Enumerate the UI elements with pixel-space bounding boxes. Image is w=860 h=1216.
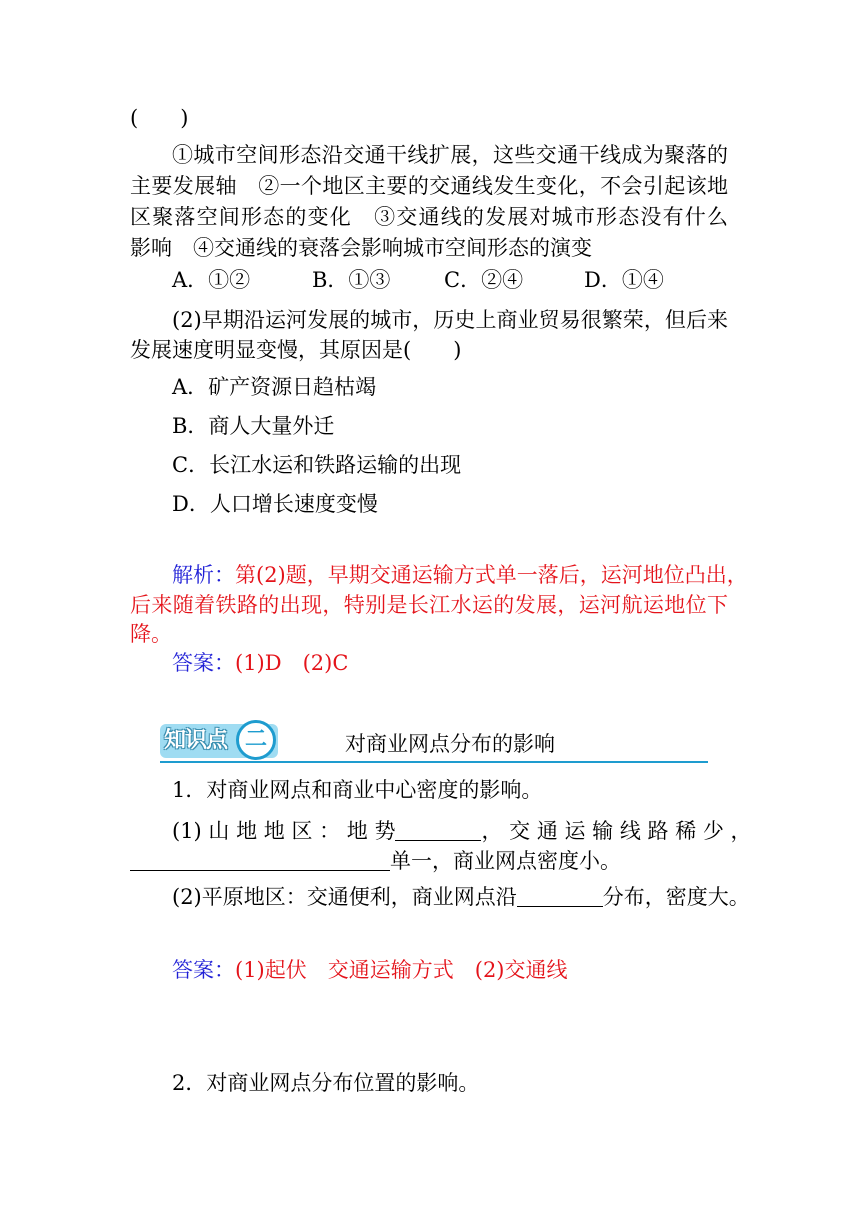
blank-2 xyxy=(130,850,390,871)
answer-1 xyxy=(172,648,348,678)
analysis-label: 解析： xyxy=(172,563,235,587)
s1-item1-text-a: (1) 山 地 地 区 ： 地 势 xyxy=(172,819,396,843)
section-header xyxy=(160,722,708,764)
knowledge-point-badge: 知识点 xyxy=(160,724,278,758)
q2-option-a: A．矿产资源日趋枯竭 xyxy=(172,375,377,399)
q1-statement-line-1: ①城市空间形态沿交通干线扩展，这些交通干线成为聚落的 xyxy=(172,143,728,167)
section-2-heading: 2．对商业网点分布位置的影响。 xyxy=(172,1071,480,1095)
q1-statement-line-2: 主要发展轴 ②一个地区主要的交通线发生变化，不会引起该地 xyxy=(130,174,728,198)
s1-item1-line2 xyxy=(130,846,621,876)
q1-option-a: A．①② xyxy=(172,268,251,292)
answer-2-label: 答案： xyxy=(172,958,235,982)
s1-item2-text-a: (2)平原地区：交通便利，商业网点沿 xyxy=(172,885,517,909)
blank-3 xyxy=(517,886,603,907)
analysis-line-1 xyxy=(172,560,748,590)
s1-item2-text-b: 分布，密度大。 xyxy=(602,885,750,909)
s1-item2-line xyxy=(172,882,750,912)
analysis-line-3: 降。 xyxy=(130,622,172,646)
q2-stem-line-2: 发展速度明显变慢，其原因是( ) xyxy=(130,338,462,362)
answer-2-text: (1)起伏 交通运输方式 (2)交通线 xyxy=(235,958,568,982)
q1-option-d: D．①④ xyxy=(584,268,664,292)
s1-item1-text-b: ， 交 通 运 输 线 路 稀 少 ， xyxy=(481,819,752,843)
s1-item1-text-c: 单一，商业网点密度小。 xyxy=(390,849,621,873)
q2-option-b: B．商人大量外迁 xyxy=(172,414,335,438)
q2-option-d: D．人口增长速度变慢 xyxy=(172,492,378,516)
knowledge-point-number: 二 xyxy=(236,720,276,760)
answer-2 xyxy=(172,955,568,985)
q2-option-c: C．长江水运和铁路运输的出现 xyxy=(172,453,462,477)
answer-1-text: (1)D (2)C xyxy=(235,651,349,675)
answer-1-label: 答案： xyxy=(172,651,235,675)
question-1-paren: ( ) xyxy=(130,106,189,130)
s1-item1-line1 xyxy=(172,816,752,846)
q2-stem-line-1: (2)早期沿运河发展的城市，历史上商业贸易很繁荣，但后来 xyxy=(172,308,728,332)
q1-statement-line-4: 影响 ④交通线的衰落会影响城市空间形态的演变 xyxy=(130,236,592,260)
section-1-heading: 1．对商业网点和商业中心密度的影响。 xyxy=(172,778,543,802)
q1-statement-line-3: 区聚落空间形态的变化 ③交通线的发展对城市形态没有什么 xyxy=(130,205,728,229)
section-title: 对商业网点分布的影响 xyxy=(345,732,555,756)
blank-1 xyxy=(395,820,481,841)
analysis-line-2: 后来随着铁路的出现，特别是长江水运的发展，运河航运地位下 xyxy=(130,593,728,617)
analysis-text-1: 第(2)题，早期交通运输方式单一落后，运河地位凸出， xyxy=(235,563,748,587)
q1-option-c: C．②④ xyxy=(444,268,524,292)
q1-option-b: B．①③ xyxy=(312,268,391,292)
section-underline xyxy=(160,761,708,763)
